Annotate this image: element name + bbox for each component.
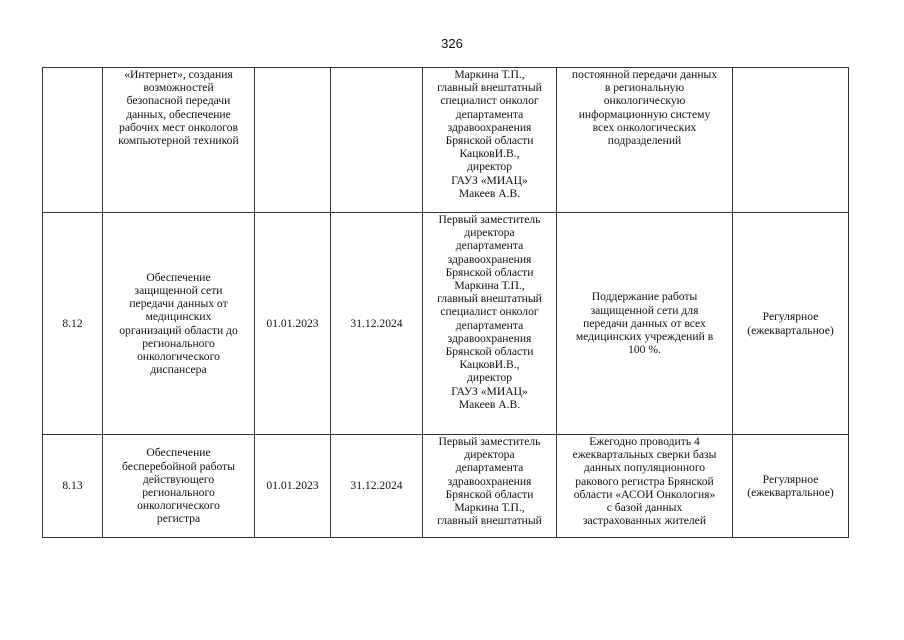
result-cell: Ежегодно проводить 4 ежеквартальных сверки базы данных популяционного ракового регистра Брянской области «АСОИ Онкология» с базой данных застрахованных жителей <box>557 435 733 538</box>
result-cell: Поддержание работы защищенной сети для передачи данных от всех медицинских учреждений в 100 %. <box>557 213 733 435</box>
end-date-cell: 31.12.2024 <box>331 435 423 538</box>
table-row <box>43 68 849 213</box>
responsible-cell: Первый заместитель директора департамента здравоохранения Брянской области Маркина Т.П., главный внештатный специалист онколог департамента здравоохранения Брянской области КацковИ.В., директор ГАУЗ «МИАЦ» Макеев А.В. <box>423 213 557 435</box>
page-number: 326 <box>441 36 463 51</box>
frequency-cell: Регулярное (ежеквартальное) <box>733 435 849 538</box>
start-date-cell: 01.01.2023 <box>255 213 331 435</box>
row-number-cell: 8.13 <box>43 435 103 538</box>
action-plan-table <box>42 67 849 538</box>
row-number-cell: 8.12 <box>43 213 103 435</box>
end-date-cell: 31.12.2024 <box>331 213 423 435</box>
start-date-cell <box>255 68 331 213</box>
frequency-cell <box>733 68 849 213</box>
start-date-cell: 01.01.2023 <box>255 435 331 538</box>
end-date-cell <box>331 68 423 213</box>
responsible-cell: Первый заместитель директора департамента здравоохранения Брянской области Маркина Т.П., главный внештатный <box>423 435 557 538</box>
table-row <box>43 435 849 538</box>
table-row <box>43 213 849 435</box>
frequency-cell: Регулярное (ежеквартальное) <box>733 213 849 435</box>
event-cell: «Интернет», создания возможностей безопасной передачи данных, обеспечение рабочих мест онкологов компьютерной техникой <box>103 68 255 213</box>
responsible-cell: Маркина Т.П., главный внештатный специалист онколог департамента здравоохранения Брянской области КацковИ.В., директор ГАУЗ «МИАЦ» Макеев А.В. <box>423 68 557 213</box>
event-cell: Обеспечение бесперебойной работы действующего регионального онкологического регистра <box>103 435 255 538</box>
row-number-cell <box>43 68 103 213</box>
event-cell: Обеспечение защищенной сети передачи данных от медицинских организаций области до регионального онкологического диспансера <box>103 213 255 435</box>
result-cell: постоянной передачи данных в региональную онкологическую информационную систему всех онкологических подразделений <box>557 68 733 213</box>
